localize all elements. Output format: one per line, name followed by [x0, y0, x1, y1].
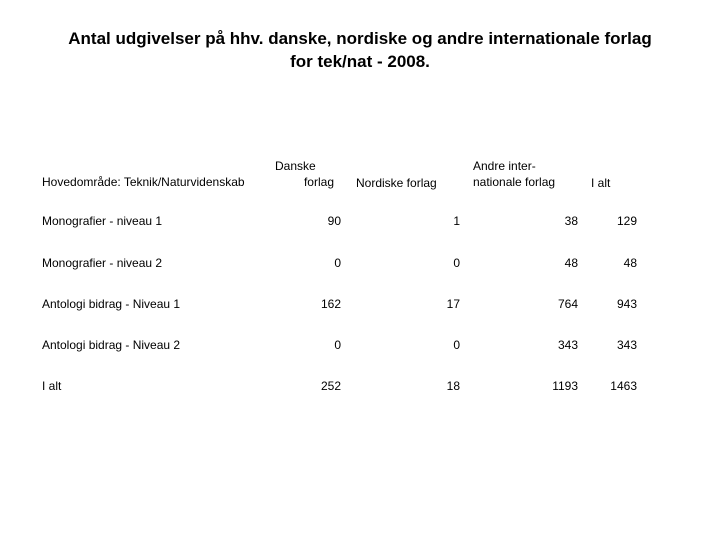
row-label: Monografier - niveau 2: [42, 256, 163, 270]
cell-danske: 162: [320, 297, 341, 311]
cell-nordiske: 17: [446, 297, 460, 311]
cell-danske: 252: [320, 379, 341, 393]
title-line-2: for tek/nat - 2008.: [290, 52, 430, 71]
cell-total: 48: [623, 256, 637, 270]
cell-danske: 0: [334, 338, 341, 352]
cell-andre: 343: [557, 338, 578, 352]
cell-nordiske: 0: [453, 256, 460, 270]
cell-total: 1463: [610, 379, 637, 393]
cell-nordiske: 1: [453, 214, 460, 228]
cell-andre: 1193: [552, 379, 578, 393]
cell-total: 943: [616, 297, 637, 311]
header-andre-line-2: nationale forlag: [473, 175, 556, 189]
row-label: Monografier - niveau 1: [42, 214, 163, 228]
cell-total: 129: [616, 214, 637, 228]
header-danske-line-1: Danske: [275, 159, 316, 173]
cell-total: 343: [616, 338, 637, 352]
page-title: [0, 27, 720, 73]
cell-andre: 764: [557, 297, 578, 311]
cell-danske: 0: [334, 256, 341, 270]
header-category: Hovedområde: Teknik/Naturvidenskab: [42, 175, 245, 189]
header-danske-line-2: forlag: [303, 175, 334, 189]
header-danske-forlag: [272, 158, 334, 190]
row-label: I alt: [42, 379, 62, 393]
title-line-1: Antal udgivelser på hhv. danske, nordiske og andre internationale forlag: [68, 29, 652, 48]
cell-nordiske: 18: [446, 379, 460, 393]
cell-andre: 38: [564, 214, 578, 228]
header-total: I alt: [591, 176, 611, 190]
row-label: Antologi bidrag - Niveau 1: [42, 297, 181, 311]
cell-nordiske: 0: [453, 338, 460, 352]
row-label: Antologi bidrag - Niveau 2: [42, 338, 181, 352]
header-andre-internationale-forlag: [473, 158, 555, 190]
header-nordiske-forlag: Nordiske forlag: [356, 176, 437, 190]
cell-andre: 48: [564, 256, 578, 270]
cell-danske: 90: [327, 214, 341, 228]
header-andre-line-1: Andre inter-: [473, 159, 536, 173]
